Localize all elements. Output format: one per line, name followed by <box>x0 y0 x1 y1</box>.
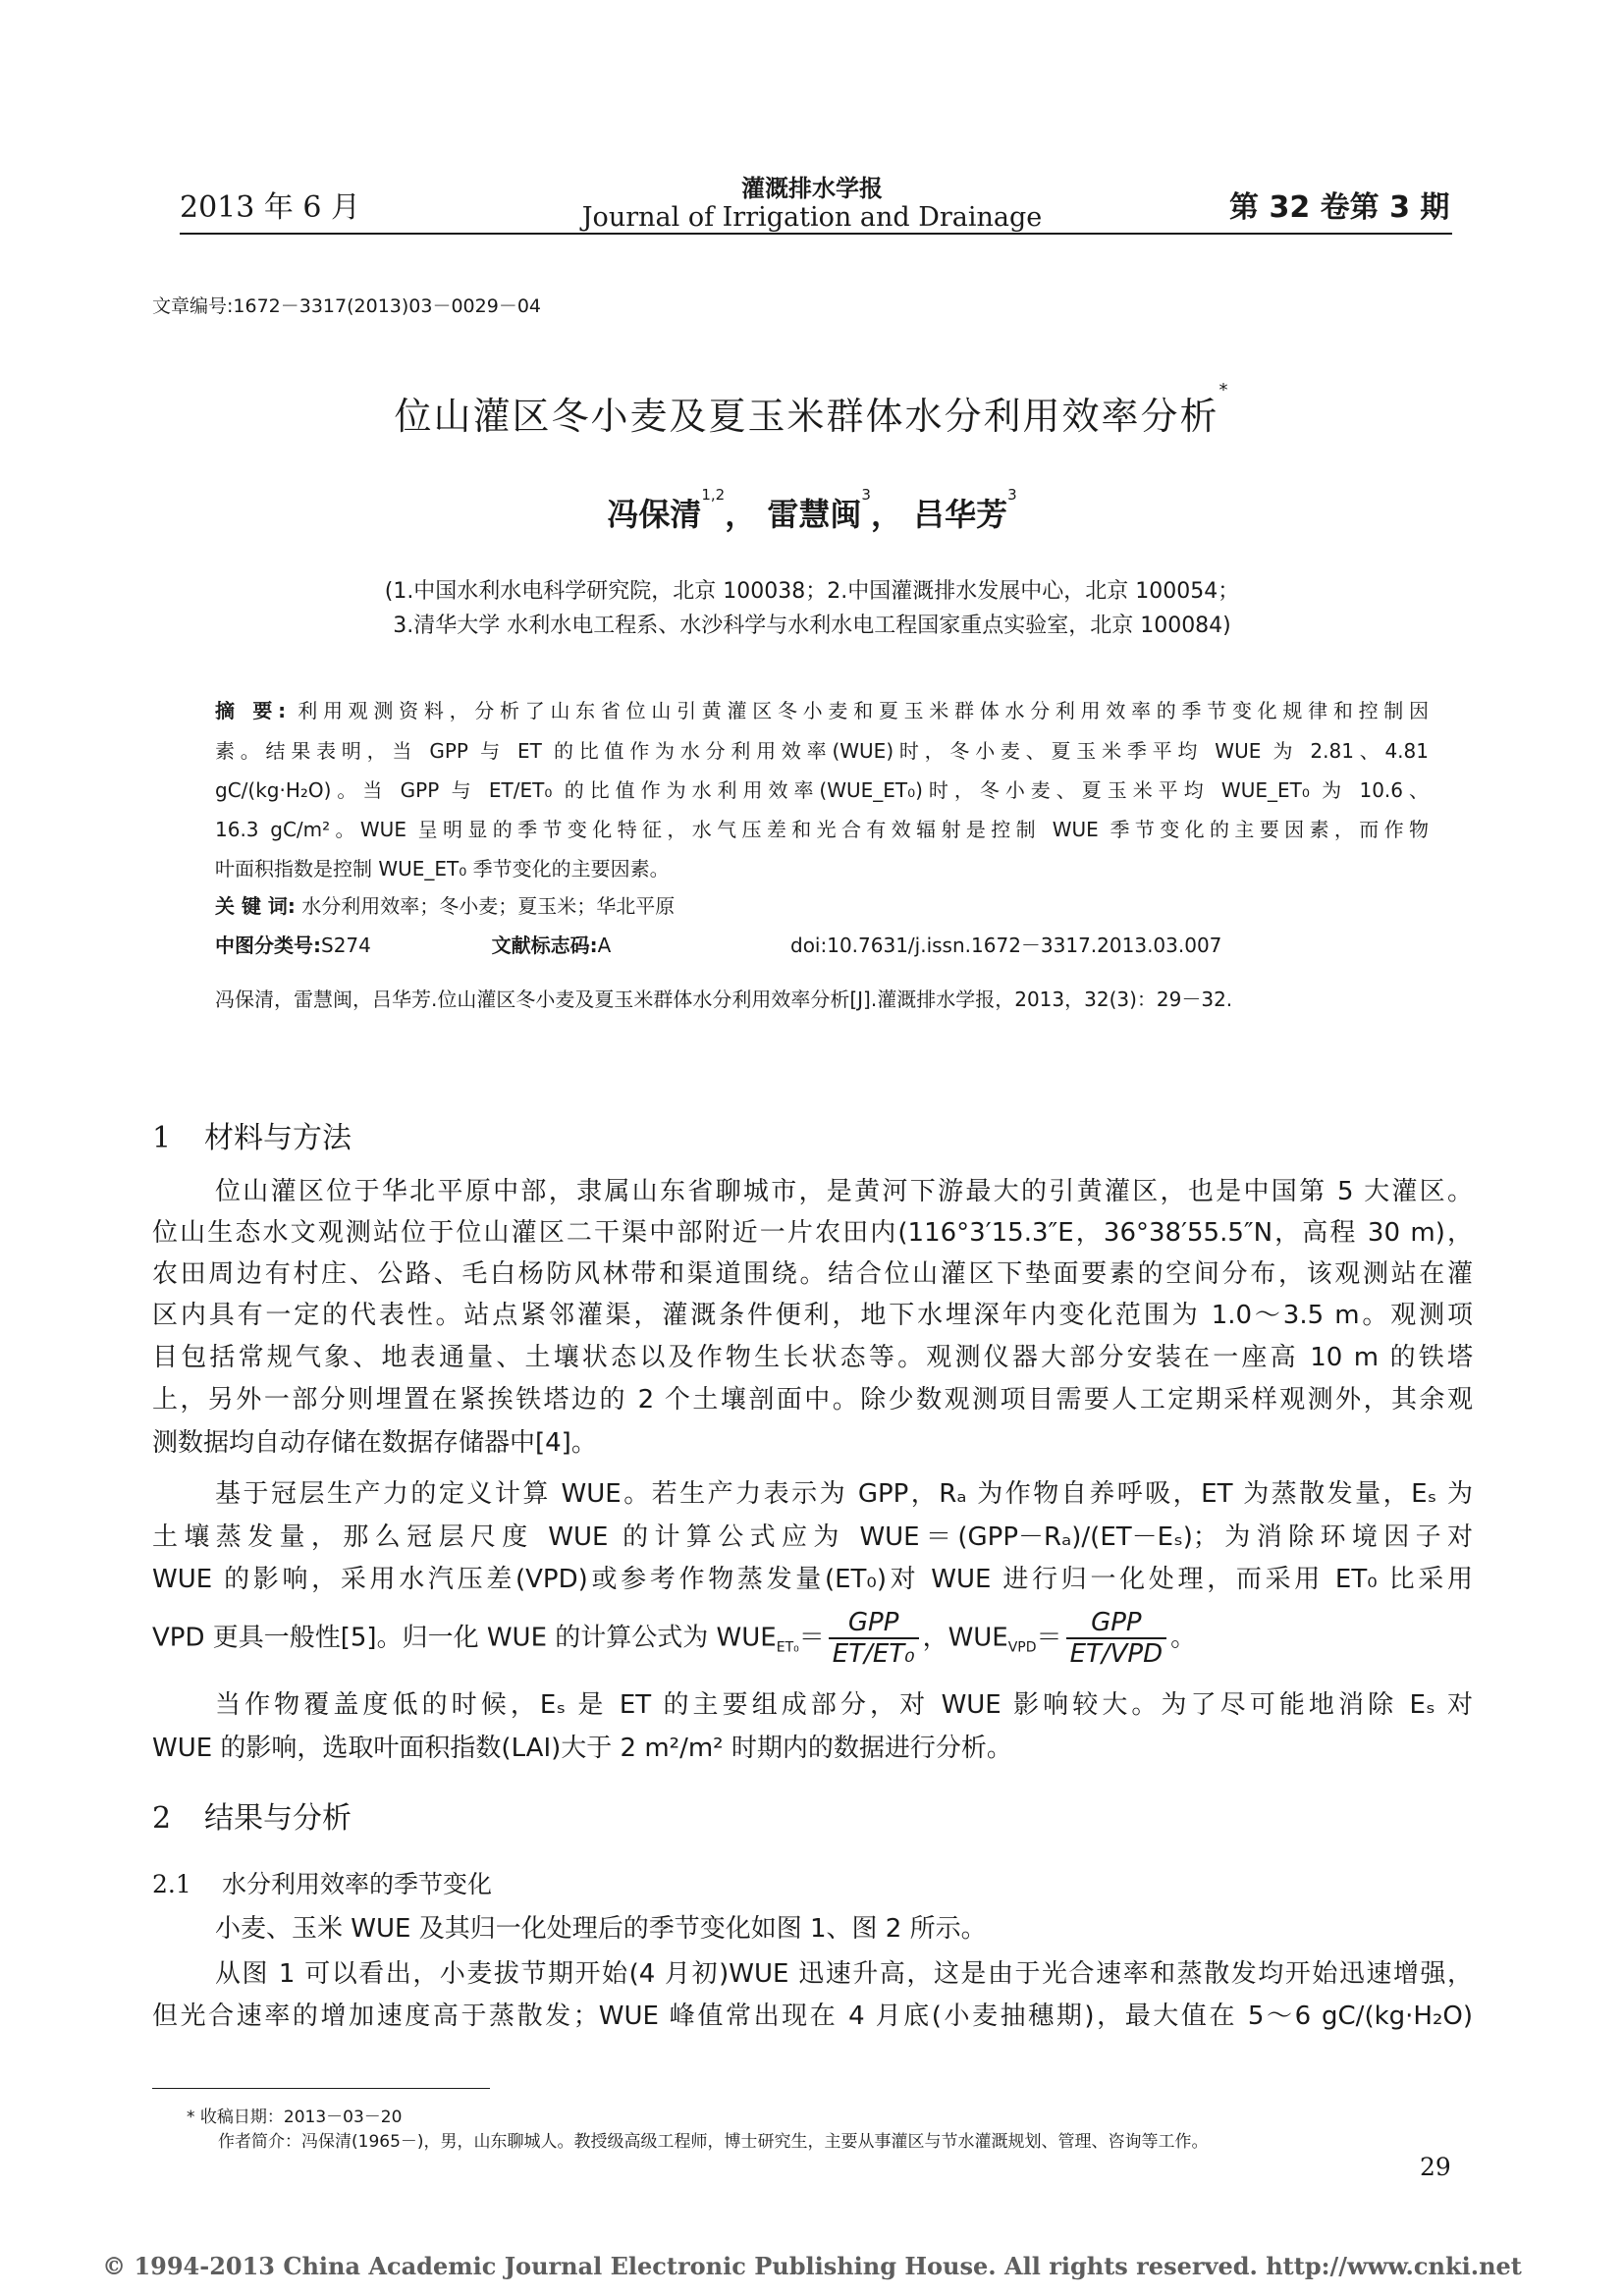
footnote-author-bio: 作者简介：冯保清(1965－)，男，山东聊城人。教授级高级工程师，博士研究生，主要从事灌区与节水灌溉规划、管理、咨询等工作。 <box>218 2132 1209 2152</box>
header-volume: 第 32 卷第 3 期 <box>1229 190 1450 225</box>
formula-subscript: VPD <box>1007 1639 1037 1656</box>
abstract-line <box>215 696 1429 725</box>
author-name: 吕华芳 <box>913 496 1008 533</box>
fraction-numerator: GPP <box>1066 1608 1167 1639</box>
formula-line <box>152 1608 1473 1677</box>
abstract-line: 16.3 gC/m²。WUE 呈明显的季节变化特征，水气压差和光合有效辐射是控制 WUE 季节变化的主要因素，而作物 <box>215 818 1429 841</box>
abstract-text: 利用观测资料，分析了山东省位山引黄灌区冬小麦和夏玉米群体水分利用效率的季节变化规律和控制因 <box>298 699 1430 722</box>
body-line: 当作物覆盖度低的时候，Eₛ 是 ET 的主要组成部分，对 WUE 影响较大。为了尽可能地消除 Eₛ 对 <box>215 1690 1473 1720</box>
body-line: 基于冠层生产力的定义计算 WUE。若生产力表示为 GPP，Rₐ 为作物自养呼吸，ET 为蒸散发量，Eₛ 为 <box>215 1479 1473 1509</box>
formula-end: 。 <box>1170 1623 1197 1653</box>
classification-row <box>215 931 1429 960</box>
formula-mid: ，WUE <box>922 1623 1008 1653</box>
formula-equals: ＝ <box>798 1623 825 1653</box>
clc-value: S274 <box>321 934 371 957</box>
doc-code-label: 文献标志码: <box>491 934 598 957</box>
fraction-denominator: ET/ET₀ <box>832 1639 915 1669</box>
doc-code-value: A <box>597 934 612 957</box>
section-number: 2 <box>152 1801 172 1836</box>
formula-subscript: ET₀ <box>776 1639 799 1656</box>
journal-name-en: Journal of Irrigation and Drainage <box>581 202 1043 233</box>
body-line: 测数据均自动存储在数据存储器中[4]。 <box>152 1428 597 1458</box>
body-line: 目包括常规气象、地表通量、土壤状态以及作物生长状态等。观测仪器大部分安装在一座高 10 m 的铁塔 <box>152 1343 1473 1372</box>
subsection-title: 水分利用效率的季节变化 <box>222 1870 493 1898</box>
author-separator: ， <box>725 496 757 533</box>
author-affiliation-mark: 3 <box>861 486 871 504</box>
formula-lead: VPD 更具一般性[5]。归一化 WUE 的计算公式为 WUE <box>152 1623 777 1653</box>
section-heading <box>152 1113 352 1156</box>
fraction <box>1066 1608 1167 1669</box>
body-line: 土壤蒸发量，那么冠层尺度 WUE 的计算公式应为 WUE＝(GPP－Rₐ)/(ET－Eₛ)；为消除环境因子对 <box>152 1522 1473 1552</box>
body-line: 位山灌区位于华北平原中部，隶属山东省聊城市，是黄河下游最大的引黄灌区，也是中国第 5 大灌区。 <box>215 1177 1473 1206</box>
citation: 冯保清，雷慧闽，吕华芳.位山灌区冬小麦及夏玉米群体水分利用效率分析[J].灌溉排水学报，2013，32(3)：29－32. <box>215 988 1233 1011</box>
body-line: 农田周边有村庄、公路、毛白杨防风林带和渠道围绕。结合位山灌区下垫面要素的空间分布，该观测站在灌 <box>152 1259 1473 1289</box>
section-number: 1 <box>152 1121 172 1155</box>
body-line: 从图 1 可以看出，小麦拔节期开始(4 月初)WUE 迅速升高，这是由于光合速率和蒸散发均开始迅速增强， <box>215 1959 1473 1989</box>
subsection-number: 2.1 <box>152 1870 191 1898</box>
article-number: 文章编号:1672－3317(2013)03－0029－04 <box>152 295 541 317</box>
abstract-line: gC/(kg·H₂O)。当 GPP 与 ET/ET₀ 的比值作为水利用效率(WUE_ET₀)时，冬小麦、夏玉米平均 WUE_ET₀ 为 10.6、 <box>215 778 1429 802</box>
abstract-label: 摘 要: <box>215 699 287 722</box>
journal-name-cn: 灌溉排水学报 <box>741 175 883 202</box>
copyright-notice: © 1994-2013 China Academic Journal Electronic Publishing House. All rights reserved. http://www.cnki.net <box>102 2252 1522 2280</box>
subsection-heading <box>152 1865 492 1900</box>
body-line: WUE 的影响，采用水汽压差(VPD)或参考作物蒸发量(ET₀)对 WUE 进行归一化处理，而采用 ET₀ 比采用 <box>152 1565 1473 1594</box>
title-footnote-mark: * <box>1218 380 1230 400</box>
body-line: 但光合速率的增加速度高于蒸散发；WUE 峰值常出现在 4 月底(小麦抽穗期)，最大值在 5～6 gC/(kg·H₂O) <box>152 2002 1473 2031</box>
footnote-rule <box>152 2088 490 2089</box>
abstract-line: 叶面积指数是控制 WUE_ET₀ 季节变化的主要因素。 <box>215 857 670 881</box>
section-title: 材料与方法 <box>204 1121 352 1155</box>
author-name: 冯保清 <box>607 496 702 533</box>
formula-equals: ＝ <box>1036 1623 1062 1653</box>
affiliation-line: (1.中国水利水电科学研究院，北京 100038；2.中国灌溉排水发展中心，北京 100054； <box>384 579 1240 604</box>
author-affiliation-mark: 3 <box>1007 486 1017 504</box>
doi: doi:10.7631/j.issn.1672－3317.2013.03.007 <box>790 934 1222 957</box>
section-title: 结果与分析 <box>204 1801 352 1836</box>
author-list <box>0 486 1624 535</box>
author-name: 雷慧闽 <box>767 496 862 533</box>
keywords-text: 水分利用效率；冬小麦；夏玉米；华北平原 <box>301 894 676 918</box>
header-date: 2013 年 6 月 <box>180 190 361 225</box>
page-number: 29 <box>1420 2153 1451 2181</box>
clc-label: 中图分类号: <box>215 934 321 957</box>
fraction <box>829 1608 919 1669</box>
fraction-numerator: GPP <box>829 1608 919 1639</box>
abstract-line: 素。结果表明，当 GPP 与 ET 的比值作为水分利用效率(WUE)时，冬小麦、夏玉米季平均 WUE 为 2.81、4.81 <box>215 739 1429 763</box>
body-line: 区内具有一定的代表性。站点紧邻灌渠，灌溉条件便利，地下水埋深年内变化范围为 1.0～3.5 m。观测项 <box>152 1301 1473 1330</box>
body-line: WUE 的影响，选取叶面积指数(LAI)大于 2 m²/m² 时期内的数据进行分析。 <box>152 1734 1012 1763</box>
affiliation-line: 3.清华大学 水利水电工程系、水沙科学与水利水电工程国家重点实验室，北京 100084) <box>393 614 1231 638</box>
paper-title <box>0 380 1624 440</box>
body-line: 上，另外一部分则埋置在紧挨铁塔边的 2 个土壤剖面中。除少数观测项目需要人工定期采样观测外，其余观 <box>152 1385 1473 1415</box>
author-affiliation-mark: 1,2 <box>701 486 726 504</box>
header-rule <box>180 233 1452 235</box>
author-separator: ， <box>870 496 902 533</box>
fraction-denominator: ET/VPD <box>1069 1639 1164 1669</box>
keywords-label: 关 键 词: <box>215 894 296 918</box>
keywords <box>215 891 1429 921</box>
footnote-received: * 收稿日期：2013－03－20 <box>187 2108 403 2127</box>
section-heading <box>152 1793 352 1837</box>
title-text: 位山灌区冬小麦及夏玉米群体水分利用效率分析 <box>394 395 1219 438</box>
body-line: 位山生态水文观测站位于位山灌区二干渠中部附近一片农田内(116°3′15.3″E，36°38′55.5″N，高程 30 m)， <box>152 1218 1473 1248</box>
body-line: 小麦、玉米 WUE 及其归一化处理后的季节变化如图 1、图 2 所示。 <box>215 1914 987 1944</box>
